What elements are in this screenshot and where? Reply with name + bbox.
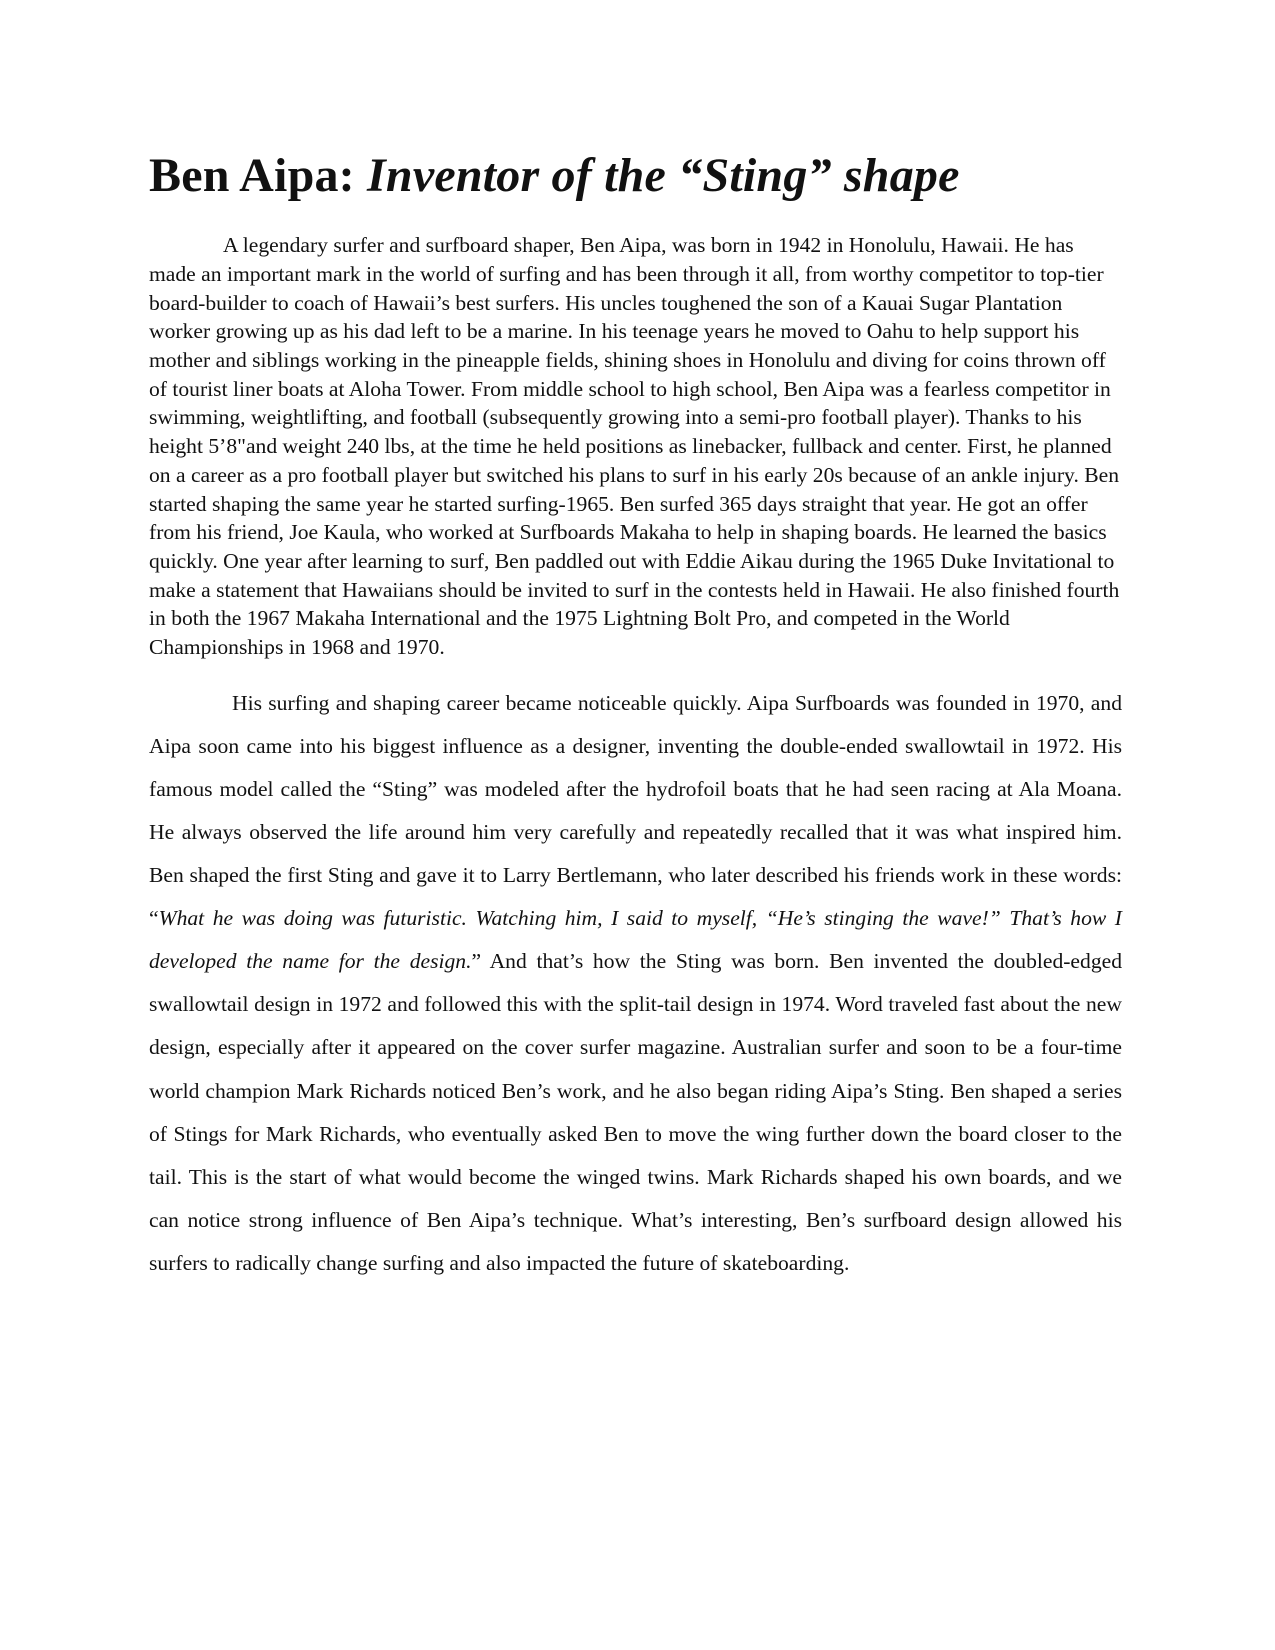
paragraph-biography: A legendary surfer and surfboard shaper, Ben Aipa, was born in 1942 in Honolulu, Hawaii. He has made an important mark in the world of surfing and has been through it all, from worthy competitor to top-tier board-builder to coach of Hawaii’s best surfers. His uncles toughened the son of a Kauai Sugar Plantation worker growing up as his dad left to be a marine. In his teenage years he moved to Oahu to help support his mother and siblings working in the pineapple fields, shining shoes in Honolulu and diving for coins thrown off of tourist liner boats at Aloha Tower. From middle school to high school, Ben Aipa was a fearless competitor in swimming, weightlifting, and football (subsequently growing into a semi-pro football player). Thanks to his height 5’8"and weight 240 lbs, at the time he held positions as linebacker, fullback and center. First, he planned on a career as a pro football player but switched his plans to surf in his early 20s because of an ankle injury. Ben started shaping the same year he started surfing-1965. Ben surfed 365 days straight that year. He got an offer from his friend, Joe Kaula, who worked at Surfboards Makaha to help in shaping boards. He learned the basics quickly. One year after learning to surf, Ben paddled out with Eddie Aikau during the 1965 Duke Invitational to make a statement that Hawaiians should be invited to surf in the contests held in Hawaii. He also finished fourth in both the 1967 Makaha International and the 1975 Lightning Bolt Pro, and competed in the World Championships in 1968 and 1970.: [149, 233, 1120, 660]
document-page: [149, 148, 1122, 1285]
paragraph-text-before-quote: His surfing and shaping career became noticeable quickly. Aipa Surfboards was founded in 1970, and Aipa soon came into his biggest influence as a designer, inventing the double-ended swallowtail in 1972. His famous model called the “Sting” was modeled after the hydrofoil boats that he had seen racing at Ala Moana. He always observed the life around him very carefully and repeatedly recalled that it was what inspired him. Ben shaped the first Sting and gave it to Larry Bertlemann, who later described his friends work in these words: “: [149, 690, 1122, 931]
paragraph-text-after-quote: ” And that’s how the Sting was born. Ben invented the doubled-edged swallowtail design in 1972 and followed this with the split-tail design in 1974. Word traveled fast about the new design, especially after it appeared on the cover surfer magazine. Australian surfer and soon to be a four-time world champion Mark Richards noticed Ben’s work, and he also began riding Aipa’s Sting. Ben shaped a series of Stings for Mark Richards, who eventually asked Ben to move the wing further down the board closer to the tail. This is the start of what would become the winged twins. Mark Richards shaped his own boards, and we can notice strong influence of Ben Aipa’s technique. What’s interesting, Ben’s surfboard design allowed his surfers to radically change surfing and also impacted the future of skateboarding.: [149, 949, 1122, 1275]
title-subtitle: Inventor of the “Sting” shape: [367, 149, 960, 202]
paragraph-sting-design: [149, 682, 1122, 1285]
larry-bertlemann-quote: What he was doing was futuristic. Watching him, I said to myself, “He’s stinging the wave!” That’s how I developed the name for the design.: [149, 906, 1122, 974]
page-title: [149, 148, 1122, 203]
title-name: Ben Aipa:: [149, 149, 368, 202]
